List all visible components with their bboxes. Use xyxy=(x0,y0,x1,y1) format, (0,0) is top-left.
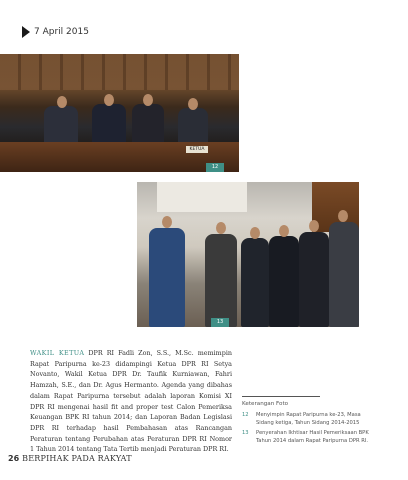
wood-wall xyxy=(0,54,239,90)
table-name-sign: KETUA xyxy=(186,146,208,153)
person-head xyxy=(104,94,114,106)
person-head xyxy=(162,216,172,228)
caption-number: 13 xyxy=(242,430,249,437)
page-number: 26 xyxy=(8,454,20,463)
person-head xyxy=(309,220,319,232)
person-head xyxy=(188,98,198,110)
date-text: 7 April 2015 xyxy=(34,27,89,37)
page-footer xyxy=(8,454,132,463)
body-paragraph xyxy=(30,348,232,455)
person-head xyxy=(250,227,260,239)
publication-name: BERPIHAK PADA RAKYAT xyxy=(22,454,132,463)
person-head xyxy=(279,225,289,237)
caption-divider xyxy=(242,396,320,397)
photo-meeting-table xyxy=(0,54,239,172)
caption-text: Penyerahan Ikhtisar Hasil Pemeriksaan BPK Tahun 2014 dalam Rapat Paripurna DPR RI. xyxy=(256,430,369,444)
caption-text: Menyimpin Rapat Paripurna ke-23, Masa Sidang ketiga, Tahun Sidang 2014-2015 xyxy=(256,412,361,426)
caption-number: 12 xyxy=(242,412,249,418)
person-figure xyxy=(241,238,269,327)
wall-backdrop xyxy=(157,182,247,212)
caption-item xyxy=(242,430,372,445)
person-figure xyxy=(329,222,359,327)
photo-handover xyxy=(137,182,359,327)
caption-title: Keterangan Foto xyxy=(242,401,289,407)
person-figure xyxy=(269,236,299,327)
person-figure xyxy=(149,228,185,327)
person-head xyxy=(143,94,153,106)
person-head xyxy=(216,222,226,234)
body-text: DPR RI Fadli Zon, S.S., M.Sc. memimpin Rapat Paripurna ke-23 didampingi Ketua DPR RI Setya Novanto, Wakil Ketua DPR Dr. Taufik Kurniawan, Fahri Hamzah, S.E., dan Dr. Agus Hermanto. Agenda yang dibahas dalam Rapat Paripurna tersebut adalah laporan Komisi XI DPR RI mengenai hasil fit and proper test Calon Pemeriksa Keuangan BPK RI tahun 2014; dan Laporan Badan Legislasi DPR RI terhadap hasil Pembahasan atas Rancangan Peraturan tentang Perubahan atas Peraturan DPR RI Nomor 1 Tahun 2014 tentang Tata Tertib menjadi Peraturan DPR RI. xyxy=(30,349,232,454)
person-figure xyxy=(205,234,237,327)
body-lead: WAKIL KETUA xyxy=(30,349,85,357)
person-head xyxy=(57,96,67,108)
person-head xyxy=(338,210,348,222)
person-figure xyxy=(299,232,329,327)
triangle-arrow-icon xyxy=(22,26,30,38)
caption-item xyxy=(242,412,372,427)
date-header xyxy=(22,26,89,38)
photo-number-badge: 13 xyxy=(211,318,229,327)
photo-number-badge: 12 xyxy=(206,163,224,172)
caption-list xyxy=(242,412,372,448)
